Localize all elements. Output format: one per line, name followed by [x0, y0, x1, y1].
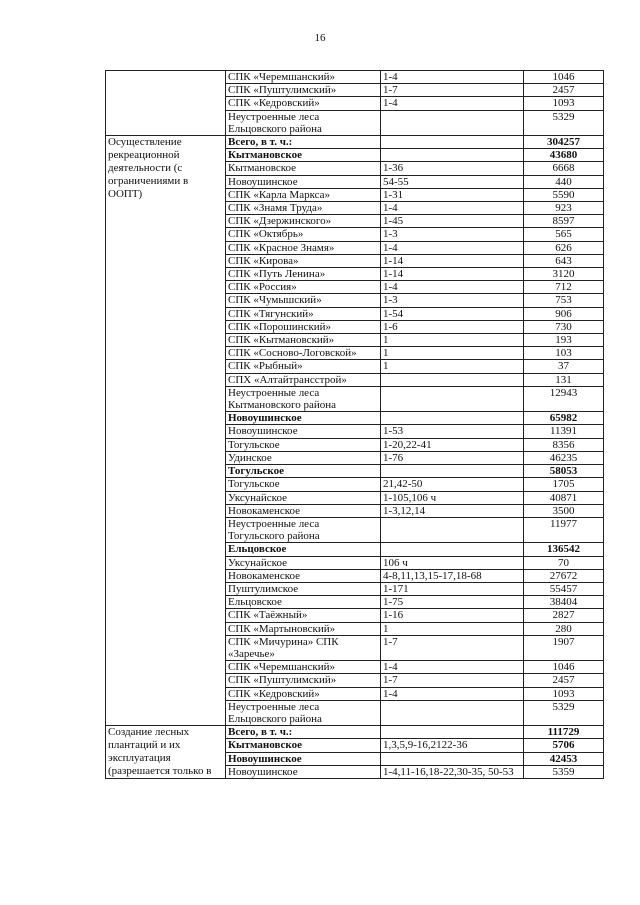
area-value: 3120 [524, 268, 604, 281]
category-cell: Осуществление рекреационной деятельности (с ограничениями в ООПТ) [106, 136, 226, 726]
quarter-numbers [381, 412, 524, 425]
area-value: 1046 [524, 661, 604, 674]
quarter-numbers: 1-4 [381, 71, 524, 84]
area-value: 5329 [524, 110, 604, 135]
forest-area-table [105, 70, 604, 779]
district-name: Тогульское [226, 465, 381, 478]
quarter-numbers: 1-20,22-41 [381, 438, 524, 451]
district-name: СПК «Россия» [226, 281, 381, 294]
district-name: СПК «Знамя Труда» [226, 202, 381, 215]
area-value: 42453 [524, 752, 604, 765]
district-name: СПК «Пуштулимский» [226, 84, 381, 97]
district-name: Неустроенные леса Ельцовского района [226, 700, 381, 725]
quarter-numbers: 1,3,5,9-16,2122-36 [381, 739, 524, 752]
quarter-numbers: 1-4 [381, 281, 524, 294]
quarter-numbers: 1-4 [381, 97, 524, 110]
area-value: 3500 [524, 504, 604, 517]
district-name: Неустроенные леса Ельцовского района [226, 110, 381, 135]
district-name: СПК «Сосново-Логовской» [226, 347, 381, 360]
quarter-numbers [381, 149, 524, 162]
area-value: 55457 [524, 582, 604, 595]
area-value: 1046 [524, 71, 604, 84]
district-name: СПК «Чумышский» [226, 294, 381, 307]
quarter-numbers [381, 465, 524, 478]
quarter-numbers [381, 386, 524, 411]
quarter-numbers: 1-4 [381, 241, 524, 254]
quarter-numbers: 1 [381, 334, 524, 347]
quarter-numbers: 1-3 [381, 228, 524, 241]
area-value: 2457 [524, 84, 604, 97]
district-name: СПК «Мартыновский» [226, 622, 381, 635]
area-value: 753 [524, 294, 604, 307]
district-name: СПХ «Алтайтрансстрой» [226, 373, 381, 386]
district-name: СПК «Черемшанский» [226, 71, 381, 84]
area-value: 643 [524, 254, 604, 267]
district-name: СПК «Таёжный» [226, 609, 381, 622]
quarter-numbers: 1-4 [381, 202, 524, 215]
area-value: 193 [524, 334, 604, 347]
quarter-numbers [381, 517, 524, 542]
area-value: 11391 [524, 425, 604, 438]
quarter-numbers: 1-36 [381, 162, 524, 175]
area-value: 27672 [524, 569, 604, 582]
district-name: Всего, в т. ч.: [226, 726, 381, 739]
quarter-numbers: 1-3,12,14 [381, 504, 524, 517]
area-value: 131 [524, 373, 604, 386]
district-name: Ельцовское [226, 596, 381, 609]
page-number: 16 [314, 32, 326, 44]
quarter-numbers: 1-7 [381, 84, 524, 97]
quarter-numbers [381, 752, 524, 765]
area-value: 70 [524, 556, 604, 569]
area-value: 5706 [524, 739, 604, 752]
quarter-numbers [381, 726, 524, 739]
district-name: Новоушинское [226, 765, 381, 778]
area-value: 6668 [524, 162, 604, 175]
quarter-numbers: 1-171 [381, 582, 524, 595]
district-name: СПК «Мичурина» СПК «Заречье» [226, 635, 381, 660]
area-value: 2827 [524, 609, 604, 622]
area-value: 43680 [524, 149, 604, 162]
area-value: 712 [524, 281, 604, 294]
district-name: Неустроенные леса Тогульского района [226, 517, 381, 542]
quarter-numbers [381, 700, 524, 725]
district-name: СПК «Пуштулимский» [226, 674, 381, 687]
area-value: 12943 [524, 386, 604, 411]
district-name: СПК «Октябрь» [226, 228, 381, 241]
quarter-numbers: 1 [381, 622, 524, 635]
quarter-numbers: 1-53 [381, 425, 524, 438]
area-value: 136542 [524, 543, 604, 556]
quarter-numbers: 1-31 [381, 188, 524, 201]
quarter-numbers [381, 136, 524, 149]
table-row [106, 136, 604, 149]
quarter-numbers: 1 [381, 360, 524, 373]
area-value: 5329 [524, 700, 604, 725]
area-value: 565 [524, 228, 604, 241]
district-name: Уксунайское [226, 491, 381, 504]
district-name: СПК «Кедровский» [226, 97, 381, 110]
quarter-numbers: 1-6 [381, 320, 524, 333]
district-name: Новоушинское [226, 175, 381, 188]
table-row [106, 726, 604, 739]
area-value: 103 [524, 347, 604, 360]
quarter-numbers: 1-76 [381, 451, 524, 464]
area-value: 11977 [524, 517, 604, 542]
district-name: Тогульское [226, 478, 381, 491]
district-name: СПК «Кедровский» [226, 687, 381, 700]
quarter-numbers: 1-16 [381, 609, 524, 622]
quarter-numbers: 1-54 [381, 307, 524, 320]
area-value: 1705 [524, 478, 604, 491]
district-name: Ельцовское [226, 543, 381, 556]
area-value: 280 [524, 622, 604, 635]
quarter-numbers [381, 543, 524, 556]
area-value: 58053 [524, 465, 604, 478]
quarter-numbers: 1-7 [381, 674, 524, 687]
quarter-numbers: 1-7 [381, 635, 524, 660]
quarter-numbers: 1-4 [381, 687, 524, 700]
area-value: 1093 [524, 687, 604, 700]
district-name: СПК «Тягунский» [226, 307, 381, 320]
district-name: Неустроенные леса Кытмановского района [226, 386, 381, 411]
district-name: СПК «Порошинский» [226, 320, 381, 333]
district-name: Новоушинское [226, 752, 381, 765]
district-name: СПК «Карла Маркса» [226, 188, 381, 201]
quarter-numbers: 54-55 [381, 175, 524, 188]
district-name: Всего, в т. ч.: [226, 136, 381, 149]
quarter-numbers: 4-8,11,13,15-17,18-68 [381, 569, 524, 582]
district-name: Тогульское [226, 438, 381, 451]
area-value: 1907 [524, 635, 604, 660]
area-value: 38404 [524, 596, 604, 609]
district-name: Новокаменское [226, 504, 381, 517]
quarter-numbers: 21,42-50 [381, 478, 524, 491]
district-name: СПК «Путь Ленина» [226, 268, 381, 281]
category-cell-empty [106, 71, 226, 136]
district-name: Новоушинское [226, 412, 381, 425]
area-value: 8597 [524, 215, 604, 228]
area-value: 37 [524, 360, 604, 373]
area-value: 2457 [524, 674, 604, 687]
district-name: Кытмановское [226, 739, 381, 752]
district-name: СПК «Красное Знамя» [226, 241, 381, 254]
quarter-numbers: 1-4 [381, 661, 524, 674]
area-value: 111729 [524, 726, 604, 739]
district-name: Удинское [226, 451, 381, 464]
district-name: Новоушинское [226, 425, 381, 438]
area-value: 906 [524, 307, 604, 320]
area-value: 923 [524, 202, 604, 215]
district-name: СПК «Дзержинского» [226, 215, 381, 228]
area-value: 730 [524, 320, 604, 333]
quarter-numbers [381, 373, 524, 386]
district-name: СПК «Кытмановский» [226, 334, 381, 347]
district-name: СПК «Черемшанский» [226, 661, 381, 674]
quarter-numbers: 1-4,11-16,18-22,30-35, 50-53 [381, 765, 524, 778]
area-value: 65982 [524, 412, 604, 425]
quarter-numbers: 1-105,106 ч [381, 491, 524, 504]
quarter-numbers: 1-3 [381, 294, 524, 307]
district-name: СПК «Кирова» [226, 254, 381, 267]
district-name: Кытмановское [226, 162, 381, 175]
district-name: СПК «Рыбный» [226, 360, 381, 373]
area-value: 626 [524, 241, 604, 254]
category-cell: Создание лесных плантаций и их эксплуатация (разрешается только в [106, 726, 226, 779]
quarter-numbers: 106 ч [381, 556, 524, 569]
quarter-numbers: 1-14 [381, 254, 524, 267]
area-value: 5359 [524, 765, 604, 778]
district-name: Пуштулимское [226, 582, 381, 595]
district-name: Новокаменское [226, 569, 381, 582]
district-name: Кытмановское [226, 149, 381, 162]
area-value: 8356 [524, 438, 604, 451]
quarter-numbers: 1-75 [381, 596, 524, 609]
area-value: 46235 [524, 451, 604, 464]
quarter-numbers: 1-45 [381, 215, 524, 228]
district-name: Уксунайское [226, 556, 381, 569]
quarter-numbers: 1-14 [381, 268, 524, 281]
quarter-numbers [381, 110, 524, 135]
quarter-numbers: 1 [381, 347, 524, 360]
area-value: 440 [524, 175, 604, 188]
area-value: 5590 [524, 188, 604, 201]
area-value: 40871 [524, 491, 604, 504]
area-value: 304257 [524, 136, 604, 149]
table-row [106, 71, 604, 84]
area-value: 1093 [524, 97, 604, 110]
